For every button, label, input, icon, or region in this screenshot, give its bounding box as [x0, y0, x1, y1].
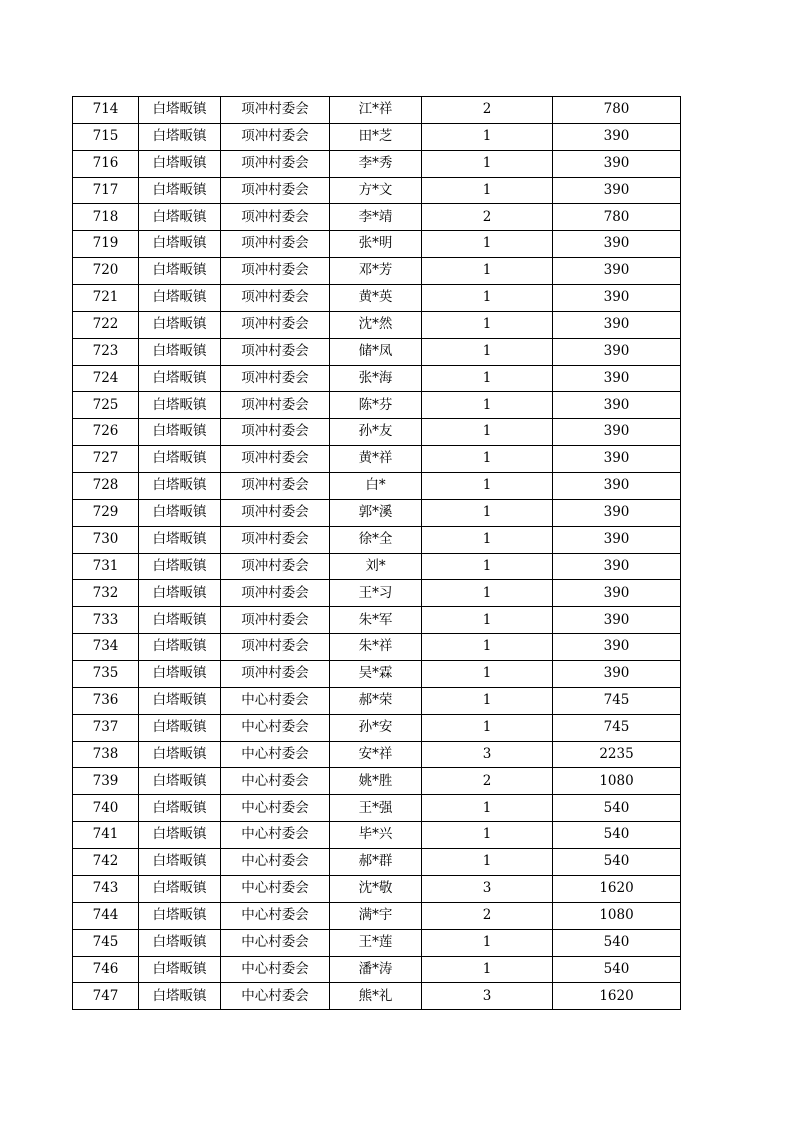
count-cell: 2 — [422, 204, 553, 231]
town-cell: 白塔畈镇 — [139, 822, 221, 849]
name-cell: 王*莲 — [330, 929, 422, 956]
amount-cell: 390 — [553, 580, 681, 607]
row-number-cell: 714 — [73, 97, 139, 124]
town-cell: 白塔畈镇 — [139, 365, 221, 392]
name-cell: 陈*芬 — [330, 392, 422, 419]
name-cell: 张*明 — [330, 231, 422, 258]
row-number-cell: 744 — [73, 902, 139, 929]
name-cell: 刘* — [330, 553, 422, 580]
row-number-cell: 732 — [73, 580, 139, 607]
table-row — [73, 258, 681, 285]
name-cell: 孙*友 — [330, 419, 422, 446]
count-cell: 1 — [422, 714, 553, 741]
row-number-cell: 731 — [73, 553, 139, 580]
name-cell: 沈*然 — [330, 311, 422, 338]
table-row — [73, 285, 681, 312]
village-committee-cell: 项冲村委会 — [221, 365, 330, 392]
village-committee-cell: 项冲村委会 — [221, 661, 330, 688]
table-row — [73, 446, 681, 473]
table-row — [73, 150, 681, 177]
town-cell: 白塔畈镇 — [139, 473, 221, 500]
table-row — [73, 929, 681, 956]
town-cell: 白塔畈镇 — [139, 741, 221, 768]
row-number-cell: 733 — [73, 607, 139, 634]
row-number-cell: 725 — [73, 392, 139, 419]
table-row — [73, 634, 681, 661]
name-cell: 朱*祥 — [330, 634, 422, 661]
name-cell: 张*海 — [330, 365, 422, 392]
table-row — [73, 875, 681, 902]
town-cell: 白塔畈镇 — [139, 338, 221, 365]
village-committee-cell: 中心村委会 — [221, 929, 330, 956]
table-row — [73, 311, 681, 338]
town-cell: 白塔畈镇 — [139, 97, 221, 124]
table-row — [73, 392, 681, 419]
amount-cell: 540 — [553, 929, 681, 956]
village-committee-cell: 中心村委会 — [221, 849, 330, 876]
amount-cell: 1080 — [553, 768, 681, 795]
count-cell: 1 — [422, 499, 553, 526]
name-cell: 毕*兴 — [330, 822, 422, 849]
amount-cell: 390 — [553, 634, 681, 661]
count-cell: 1 — [422, 392, 553, 419]
amount-cell: 390 — [553, 285, 681, 312]
table-row — [73, 580, 681, 607]
amount-cell: 390 — [553, 258, 681, 285]
row-number-cell: 742 — [73, 849, 139, 876]
count-cell: 1 — [422, 365, 553, 392]
village-committee-cell: 项冲村委会 — [221, 607, 330, 634]
count-cell: 1 — [422, 150, 553, 177]
village-committee-cell: 项冲村委会 — [221, 123, 330, 150]
row-number-cell: 721 — [73, 285, 139, 312]
village-committee-cell: 中心村委会 — [221, 687, 330, 714]
count-cell: 1 — [422, 311, 553, 338]
name-cell: 吴*霖 — [330, 661, 422, 688]
amount-cell: 390 — [553, 607, 681, 634]
amount-cell: 390 — [553, 661, 681, 688]
count-cell: 1 — [422, 231, 553, 258]
table-row — [73, 956, 681, 983]
table-row — [73, 499, 681, 526]
count-cell: 2 — [422, 768, 553, 795]
row-number-cell: 722 — [73, 311, 139, 338]
count-cell: 1 — [422, 338, 553, 365]
town-cell: 白塔畈镇 — [139, 795, 221, 822]
town-cell: 白塔畈镇 — [139, 902, 221, 929]
town-cell: 白塔畈镇 — [139, 714, 221, 741]
row-number-cell: 741 — [73, 822, 139, 849]
village-committee-cell: 中心村委会 — [221, 714, 330, 741]
amount-cell: 390 — [553, 338, 681, 365]
row-number-cell: 743 — [73, 875, 139, 902]
name-cell: 黄*祥 — [330, 446, 422, 473]
count-cell: 1 — [422, 446, 553, 473]
name-cell: 储*凤 — [330, 338, 422, 365]
amount-cell: 780 — [553, 97, 681, 124]
amount-cell: 540 — [553, 849, 681, 876]
count-cell: 3 — [422, 741, 553, 768]
amount-cell: 745 — [553, 714, 681, 741]
row-number-cell: 727 — [73, 446, 139, 473]
town-cell: 白塔畈镇 — [139, 956, 221, 983]
town-cell: 白塔畈镇 — [139, 499, 221, 526]
row-number-cell: 734 — [73, 634, 139, 661]
name-cell: 郭*溪 — [330, 499, 422, 526]
town-cell: 白塔畈镇 — [139, 875, 221, 902]
name-cell: 李*秀 — [330, 150, 422, 177]
row-number-cell: 718 — [73, 204, 139, 231]
village-committee-cell: 项冲村委会 — [221, 204, 330, 231]
village-committee-cell: 项冲村委会 — [221, 285, 330, 312]
town-cell: 白塔畈镇 — [139, 983, 221, 1010]
table-row — [73, 231, 681, 258]
village-committee-cell: 项冲村委会 — [221, 526, 330, 553]
amount-cell: 390 — [553, 526, 681, 553]
count-cell: 1 — [422, 687, 553, 714]
row-number-cell: 746 — [73, 956, 139, 983]
name-cell: 邓*芳 — [330, 258, 422, 285]
row-number-cell: 726 — [73, 419, 139, 446]
amount-cell: 745 — [553, 687, 681, 714]
table-row — [73, 553, 681, 580]
name-cell: 田*芝 — [330, 123, 422, 150]
town-cell: 白塔畈镇 — [139, 204, 221, 231]
count-cell: 1 — [422, 607, 553, 634]
row-number-cell: 735 — [73, 661, 139, 688]
amount-cell: 390 — [553, 499, 681, 526]
table-row — [73, 419, 681, 446]
town-cell: 白塔畈镇 — [139, 768, 221, 795]
table-row — [73, 473, 681, 500]
name-cell: 安*祥 — [330, 741, 422, 768]
name-cell: 郝*群 — [330, 849, 422, 876]
data-table — [72, 96, 681, 1010]
amount-cell: 2235 — [553, 741, 681, 768]
count-cell: 1 — [422, 419, 553, 446]
village-committee-cell: 项冲村委会 — [221, 150, 330, 177]
row-number-cell: 724 — [73, 365, 139, 392]
town-cell: 白塔畈镇 — [139, 177, 221, 204]
count-cell: 1 — [422, 929, 553, 956]
town-cell: 白塔畈镇 — [139, 553, 221, 580]
row-number-cell: 737 — [73, 714, 139, 741]
town-cell: 白塔畈镇 — [139, 392, 221, 419]
amount-cell: 390 — [553, 419, 681, 446]
amount-cell: 1620 — [553, 875, 681, 902]
amount-cell: 1080 — [553, 902, 681, 929]
name-cell: 白* — [330, 473, 422, 500]
row-number-cell: 716 — [73, 150, 139, 177]
count-cell: 1 — [422, 123, 553, 150]
village-committee-cell: 中心村委会 — [221, 983, 330, 1010]
count-cell: 1 — [422, 526, 553, 553]
count-cell: 1 — [422, 285, 553, 312]
row-number-cell: 738 — [73, 741, 139, 768]
amount-cell: 390 — [553, 473, 681, 500]
town-cell: 白塔畈镇 — [139, 150, 221, 177]
name-cell: 满*宇 — [330, 902, 422, 929]
row-number-cell: 745 — [73, 929, 139, 956]
amount-cell: 780 — [553, 204, 681, 231]
table-row — [73, 983, 681, 1010]
count-cell: 1 — [422, 258, 553, 285]
table-row — [73, 607, 681, 634]
town-cell: 白塔畈镇 — [139, 446, 221, 473]
town-cell: 白塔畈镇 — [139, 285, 221, 312]
village-committee-cell: 项冲村委会 — [221, 392, 330, 419]
town-cell: 白塔畈镇 — [139, 687, 221, 714]
row-number-cell: 739 — [73, 768, 139, 795]
table-row — [73, 177, 681, 204]
table-row — [73, 741, 681, 768]
town-cell: 白塔畈镇 — [139, 123, 221, 150]
name-cell: 江*祥 — [330, 97, 422, 124]
row-number-cell: 740 — [73, 795, 139, 822]
name-cell: 潘*涛 — [330, 956, 422, 983]
village-committee-cell: 项冲村委会 — [221, 473, 330, 500]
table-row — [73, 97, 681, 124]
name-cell: 郝*荣 — [330, 687, 422, 714]
name-cell: 李*靖 — [330, 204, 422, 231]
name-cell: 方*文 — [330, 177, 422, 204]
count-cell: 1 — [422, 553, 553, 580]
name-cell: 熊*礼 — [330, 983, 422, 1010]
village-committee-cell: 中心村委会 — [221, 875, 330, 902]
name-cell: 朱*军 — [330, 607, 422, 634]
row-number-cell: 729 — [73, 499, 139, 526]
table-body — [73, 97, 681, 1010]
village-committee-cell: 项冲村委会 — [221, 338, 330, 365]
amount-cell: 540 — [553, 956, 681, 983]
count-cell: 3 — [422, 875, 553, 902]
count-cell: 1 — [422, 822, 553, 849]
row-number-cell: 723 — [73, 338, 139, 365]
amount-cell: 390 — [553, 553, 681, 580]
table-row — [73, 902, 681, 929]
table-row — [73, 768, 681, 795]
row-number-cell: 715 — [73, 123, 139, 150]
amount-cell: 390 — [553, 123, 681, 150]
name-cell: 王*强 — [330, 795, 422, 822]
village-committee-cell: 中心村委会 — [221, 956, 330, 983]
village-committee-cell: 中心村委会 — [221, 768, 330, 795]
village-committee-cell: 项冲村委会 — [221, 634, 330, 661]
amount-cell: 390 — [553, 177, 681, 204]
row-number-cell: 730 — [73, 526, 139, 553]
amount-cell: 390 — [553, 150, 681, 177]
village-committee-cell: 项冲村委会 — [221, 499, 330, 526]
village-committee-cell: 项冲村委会 — [221, 231, 330, 258]
row-number-cell: 717 — [73, 177, 139, 204]
table-row — [73, 123, 681, 150]
name-cell: 孙*安 — [330, 714, 422, 741]
village-committee-cell: 中心村委会 — [221, 822, 330, 849]
row-number-cell: 720 — [73, 258, 139, 285]
table-row — [73, 687, 681, 714]
village-committee-cell: 项冲村委会 — [221, 446, 330, 473]
town-cell: 白塔畈镇 — [139, 634, 221, 661]
village-committee-cell: 项冲村委会 — [221, 97, 330, 124]
count-cell: 1 — [422, 795, 553, 822]
amount-cell: 390 — [553, 446, 681, 473]
count-cell: 1 — [422, 849, 553, 876]
amount-cell: 540 — [553, 822, 681, 849]
row-number-cell: 736 — [73, 687, 139, 714]
town-cell: 白塔畈镇 — [139, 929, 221, 956]
row-number-cell: 747 — [73, 983, 139, 1010]
name-cell: 徐*全 — [330, 526, 422, 553]
amount-cell: 390 — [553, 231, 681, 258]
table-row — [73, 365, 681, 392]
row-number-cell: 728 — [73, 473, 139, 500]
count-cell: 1 — [422, 956, 553, 983]
count-cell: 1 — [422, 473, 553, 500]
town-cell: 白塔畈镇 — [139, 580, 221, 607]
table-row — [73, 338, 681, 365]
town-cell: 白塔畈镇 — [139, 311, 221, 338]
town-cell: 白塔畈镇 — [139, 526, 221, 553]
table-row — [73, 849, 681, 876]
count-cell: 3 — [422, 983, 553, 1010]
town-cell: 白塔畈镇 — [139, 419, 221, 446]
count-cell: 1 — [422, 634, 553, 661]
table-row — [73, 526, 681, 553]
count-cell: 1 — [422, 661, 553, 688]
name-cell: 姚*胜 — [330, 768, 422, 795]
amount-cell: 390 — [553, 392, 681, 419]
village-committee-cell: 项冲村委会 — [221, 580, 330, 607]
name-cell: 黄*英 — [330, 285, 422, 312]
village-committee-cell: 项冲村委会 — [221, 177, 330, 204]
amount-cell: 390 — [553, 311, 681, 338]
row-number-cell: 719 — [73, 231, 139, 258]
village-committee-cell: 中心村委会 — [221, 741, 330, 768]
amount-cell: 540 — [553, 795, 681, 822]
table-row — [73, 795, 681, 822]
village-committee-cell: 中心村委会 — [221, 795, 330, 822]
table-row — [73, 661, 681, 688]
village-committee-cell: 项冲村委会 — [221, 311, 330, 338]
count-cell: 2 — [422, 97, 553, 124]
village-committee-cell: 项冲村委会 — [221, 419, 330, 446]
town-cell: 白塔畈镇 — [139, 231, 221, 258]
amount-cell: 390 — [553, 365, 681, 392]
town-cell: 白塔畈镇 — [139, 258, 221, 285]
name-cell: 王*习 — [330, 580, 422, 607]
table-row — [73, 822, 681, 849]
count-cell: 1 — [422, 177, 553, 204]
count-cell: 1 — [422, 580, 553, 607]
town-cell: 白塔畈镇 — [139, 607, 221, 634]
village-committee-cell: 中心村委会 — [221, 902, 330, 929]
count-cell: 2 — [422, 902, 553, 929]
amount-cell: 1620 — [553, 983, 681, 1010]
village-committee-cell: 项冲村委会 — [221, 258, 330, 285]
table-row — [73, 714, 681, 741]
village-committee-cell: 项冲村委会 — [221, 553, 330, 580]
town-cell: 白塔畈镇 — [139, 849, 221, 876]
table-row — [73, 204, 681, 231]
name-cell: 沈*敬 — [330, 875, 422, 902]
town-cell: 白塔畈镇 — [139, 661, 221, 688]
